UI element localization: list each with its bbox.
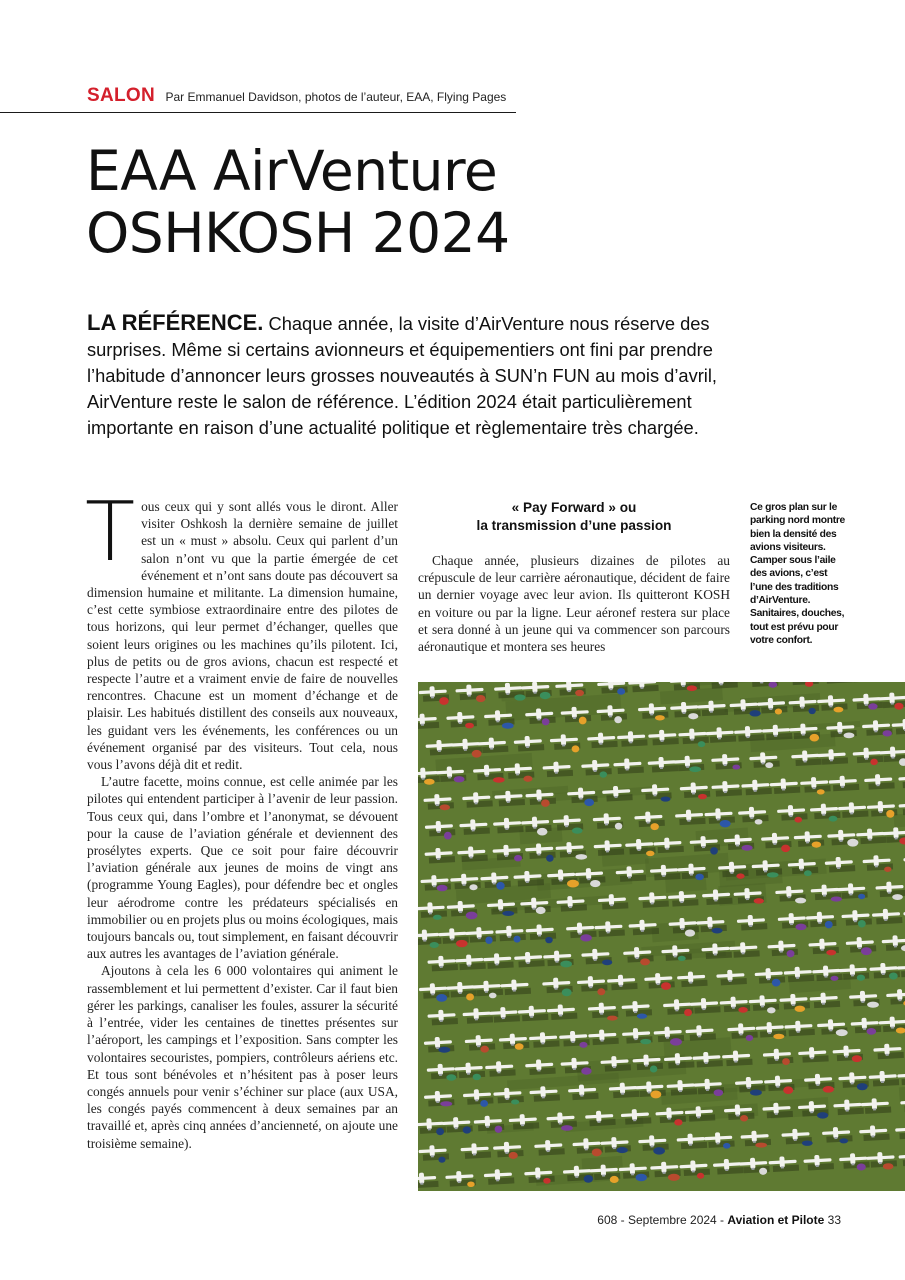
title-line-2: OSHKOSH 2024 [86, 201, 510, 265]
tent [444, 832, 452, 840]
tent [650, 823, 658, 830]
tent [759, 1168, 767, 1175]
magazine-name: Aviation et Pilote [727, 1213, 825, 1227]
tent [617, 688, 625, 695]
tent [466, 993, 474, 1000]
tent [712, 928, 723, 934]
tent [545, 937, 553, 943]
tent [795, 924, 806, 931]
tent [653, 1147, 665, 1154]
tent [597, 988, 605, 995]
tent [782, 1058, 790, 1065]
tent [495, 1126, 503, 1133]
page-number: 33 [827, 1213, 841, 1227]
tent [661, 982, 671, 990]
tent [834, 707, 844, 713]
tent [826, 950, 836, 956]
tent [480, 1100, 488, 1107]
tent [698, 741, 705, 747]
tent [817, 789, 825, 794]
tent [655, 715, 665, 720]
tent [746, 1035, 753, 1041]
rubric [87, 85, 506, 107]
tent [579, 717, 587, 725]
tent [689, 766, 701, 772]
tent [688, 713, 698, 719]
tent [817, 1112, 828, 1118]
tent [485, 936, 492, 943]
tent [723, 1143, 730, 1149]
tent [812, 841, 821, 847]
tent [523, 776, 532, 782]
tent [839, 1138, 848, 1143]
article-paragraph-3: Ajoutons à cela les 6 000 volontaires qui animent le rassemblement et lui permettent d’exister. Car il faut bien gérer les parkings, canaliser les foules, assurer la sécurité à l’entrée, vider les centaines de tinettes présentes sur l’aéroport, les campings et l’exposition. Sans compter les volontaires secouristes, pompiers, contrôleurs aériens etc. Et tous sont bénévoles et n’hésitent pas à poser leurs congés annuels pour venir s’échiner sur place (aux USA, les congés payés commencent à deux semaines par an travaillé et, après cinq années d’ancienneté, on ajoute une troisième semaine). [87, 963, 398, 1151]
tent [847, 839, 858, 847]
tent [767, 872, 779, 877]
tent [584, 1175, 593, 1183]
tent [767, 1007, 776, 1013]
tent [685, 929, 695, 936]
tent [466, 912, 478, 920]
tent [572, 828, 583, 834]
tent [787, 950, 795, 957]
tent [844, 733, 855, 739]
tent [439, 697, 448, 705]
tent [741, 845, 752, 851]
tent [857, 975, 865, 981]
tent [540, 692, 551, 699]
tent [868, 703, 877, 709]
tent [602, 960, 612, 966]
tent [537, 828, 548, 836]
tent [542, 718, 550, 725]
tent [755, 1143, 767, 1148]
tent [514, 936, 521, 943]
tent [607, 1016, 617, 1021]
tent [810, 734, 820, 742]
tent [546, 855, 553, 862]
tent [720, 820, 731, 827]
tent [678, 956, 686, 961]
tent [695, 874, 704, 881]
tent [472, 750, 482, 758]
tent [562, 988, 572, 996]
tent [668, 1174, 680, 1181]
tent [511, 1100, 519, 1105]
tent [446, 1074, 456, 1080]
tent [830, 976, 838, 981]
tent [670, 1038, 682, 1045]
tent [438, 1047, 450, 1053]
tent [579, 1042, 587, 1048]
tent [795, 1006, 806, 1012]
tent [754, 898, 764, 904]
tent [870, 759, 877, 765]
tent [637, 1013, 647, 1018]
tent [493, 777, 505, 783]
tent [436, 1128, 444, 1135]
tent [765, 762, 773, 768]
drop-cap: T [85, 485, 136, 580]
tent [740, 1115, 748, 1121]
tent [892, 894, 903, 900]
page-title [86, 140, 510, 264]
tent [775, 708, 782, 714]
tent [515, 1043, 524, 1050]
tent [661, 796, 671, 801]
header-rule [0, 112, 516, 113]
aerial-parking-photo [418, 682, 905, 1191]
tent [536, 907, 546, 914]
lead-kicker: LA RÉFÉRENCE. [87, 310, 264, 335]
tent [575, 854, 587, 860]
tent [781, 845, 790, 852]
article-paragraph-2: L’autre facette, moins connue, est celle animée par les pilotes qui entendent participer à l’avenir de leur passion. Tous ceux qui, dans l’ombre et l’anonymat, se dévouent pour la cause de l’aviation générale et deviennent des prosélytes experts. Que ce soit pour faire découvrir l’aviation générale aux jeunes de moins de vingt ans (programme Young Eagles), pour défendre bec et ongles leur aérodrome contre les prédateurs spécialisés en immobilier ou en projets plus ou moins écologiques, mais toujours bancals ou, tout simplement, en faisant découvrir aux autres les avantages de l’aviation générale. [87, 774, 398, 962]
tent [572, 745, 580, 752]
tent [802, 1140, 813, 1145]
issue-info: 608 - Septembre 2024 - [597, 1213, 725, 1227]
sidebar-title: « Pay Forward » ou la transmission d’une passion [476, 500, 672, 533]
tent [489, 993, 497, 999]
tent [561, 1125, 573, 1131]
section-label: SALON [87, 85, 155, 106]
tent [710, 847, 718, 855]
byline: Par Emmanuel Davidson, photos de l’auteur, EAA, Flying Pages [165, 90, 507, 104]
tent [580, 934, 592, 941]
tent [467, 1181, 474, 1187]
tent [502, 911, 514, 916]
tent [575, 690, 584, 696]
tent [502, 723, 514, 729]
tent [560, 961, 572, 968]
tent [650, 1090, 661, 1098]
tent [755, 819, 763, 824]
lead-text: Chaque année, la visite d’AirVenture nous réserve des surprises. Même si certains avionneurs et équipementiers ont fini par prendre l’habitude d’annoncer leurs grosses nouveautés à SUN’n FUN au mois d’avril, AirVenture reste le salon de référence. L’édition 2024 était particulièrement importante en raison d’une actualité politique et règlementaire très chargée. [87, 313, 718, 438]
tent [646, 851, 654, 856]
tent [610, 1176, 619, 1183]
tent [825, 921, 833, 928]
tent [714, 1089, 723, 1096]
tent [861, 947, 872, 955]
tent [732, 765, 740, 770]
tent [886, 810, 894, 818]
tent [684, 1009, 692, 1016]
lead-paragraph [87, 310, 747, 441]
tent [809, 708, 816, 714]
tent [795, 898, 806, 904]
tent [592, 1149, 602, 1157]
tent [674, 1119, 682, 1125]
tent [456, 940, 468, 947]
tent [465, 723, 474, 729]
tent [480, 1046, 489, 1053]
tent [858, 894, 865, 900]
tent [440, 1101, 452, 1106]
tent [749, 710, 760, 716]
tent [473, 1074, 481, 1080]
article-paragraph-1: Tous ceux qui y sont allés vous le diront. Aller visiter Oshkosh la dernière semaine de juillet est un « must » absolu. Ceux qui parlent d’un salon n’ont vu que la partie émergée de cet événement et n’ont sans doute pas découvert sa dimension humaine et militante. La dimension humaine, c’est cette symbiose extraordinaire entre des pilotes de tous horizons, qui leur permet d’échanger, quelles que soient leurs origines ou les machines qu’ils pilotent. Ici, plus de petits ou de gros avions, chacun est respecté et respecte l’autre et a vraiment envie de faire de nouvelles rencontres. Chacune est un moment d’échange et de plaisir. Les habitués distillent des conseils aux nouveaux, les guidant vers les événements, les conférences ou un événement organisé par des visiteurs. Tout cela, nous vous l’avons déjà dit et redit. [85, 485, 398, 773]
tent [463, 1126, 472, 1133]
tent [831, 897, 842, 902]
tent [433, 915, 442, 920]
tent [514, 855, 522, 862]
tent [697, 1173, 704, 1179]
tent [894, 703, 903, 710]
tent [857, 1083, 868, 1090]
tent [889, 972, 898, 979]
tent [430, 942, 439, 948]
tent [772, 979, 781, 987]
tent [650, 1066, 657, 1073]
tent [884, 867, 891, 872]
tent [436, 994, 447, 1002]
tent [440, 804, 450, 810]
tent [476, 695, 485, 702]
tent [867, 1002, 879, 1008]
tent [640, 958, 650, 965]
title-line-1: EAA AirVenture [86, 139, 498, 203]
tent [640, 1039, 651, 1044]
tent [496, 882, 504, 890]
tent [543, 1178, 550, 1184]
tent [883, 1163, 894, 1169]
tent [750, 1089, 762, 1095]
tent [437, 885, 448, 891]
tent [584, 799, 594, 806]
tent [616, 1147, 627, 1153]
tent [857, 1164, 866, 1171]
page-footer [597, 1213, 841, 1227]
tent [829, 816, 838, 822]
tent [852, 1055, 862, 1062]
tent [794, 817, 802, 823]
tent [882, 730, 891, 736]
photo-caption: Ce gros plan sur le parking nord montre bien la densité des avions visiteurs. Camper sous l’aile des avions, c’est l’une des traditions d’AirVenture. Sanitaires, douches, tout est prévu pour votre confort. [750, 502, 845, 646]
tent [424, 779, 435, 785]
tent [687, 685, 697, 691]
tent [614, 716, 622, 723]
tent [858, 920, 866, 928]
tent [738, 1007, 747, 1013]
tent [600, 771, 607, 777]
tent [736, 873, 744, 878]
tent [698, 794, 707, 799]
tent [567, 880, 579, 888]
tent [581, 1067, 591, 1074]
tent [590, 880, 600, 887]
tent [804, 870, 812, 876]
tent [615, 823, 622, 830]
tent [509, 1152, 518, 1159]
article-column [85, 485, 398, 1152]
photo-illustration [418, 682, 905, 1191]
tent [454, 776, 465, 782]
tent [773, 1034, 784, 1039]
tent [867, 1028, 877, 1035]
tent [783, 1086, 793, 1094]
sidebar-body: Chaque année, plusieurs dizaines de pilotes au crépuscule de leur carrière aéronautique, décident de faire un dernier voyage avec leur avion. Ils quitteront KOSH en voiture ou par la ligne. Leur aéronef restera sur place et sera donné à un jeune qui va commencer son parcours aéronautique et montera ses heures [418, 553, 730, 655]
tent [438, 1157, 445, 1163]
tent [823, 1086, 834, 1093]
tent [469, 884, 477, 890]
tent [836, 1029, 848, 1036]
tent [636, 1174, 647, 1182]
tent [514, 694, 525, 700]
tent [541, 799, 550, 806]
